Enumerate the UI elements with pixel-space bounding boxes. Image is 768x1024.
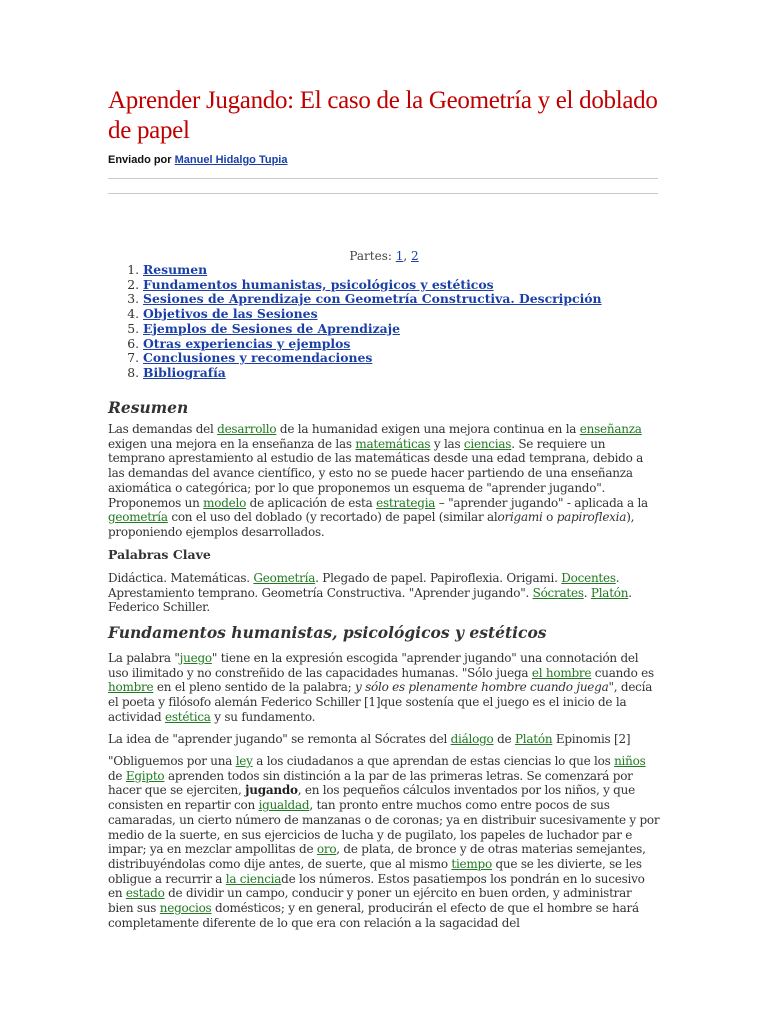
inline-link[interactable]: ley xyxy=(235,754,253,768)
toc-link-sesiones[interactable]: Sesiones de Aprendizaje con Geometría Constructiva. Descripción xyxy=(143,291,602,307)
paragraph-fundamentos-2: La idea de "aprender jugando" se remonta al Sócrates del diálogo de Platón Epinomis [2] xyxy=(108,732,631,746)
italic-text: origami xyxy=(497,510,543,525)
divider-bottom xyxy=(108,193,658,194)
toc-link-conclusiones[interactable]: Conclusiones y recomendaciones xyxy=(143,350,373,366)
toc-item xyxy=(143,307,602,322)
author-link[interactable]: Manuel Hidalgo Tupia xyxy=(174,154,288,166)
heading-fundamentos: Fundamentos humanistas, psicológicos y estéticos xyxy=(108,623,547,642)
inline-link[interactable]: negocios xyxy=(159,901,212,916)
inline-link[interactable]: modelo xyxy=(203,495,247,510)
inline-link[interactable]: Platón xyxy=(590,585,629,600)
part-link-1[interactable]: 1 xyxy=(395,249,404,263)
toc-link-ejemplos[interactable]: Ejemplos de Sesiones de Aprendizaje xyxy=(143,320,401,336)
inline-link[interactable]: matemáticas xyxy=(355,436,431,451)
toc-item xyxy=(143,366,602,381)
inline-link[interactable]: desarrollo xyxy=(217,422,277,436)
inline-link[interactable]: diálogo xyxy=(450,732,494,746)
paragraph-resumen: Las demandas del desarrollo de la humanidad exigen una mejora continua en la enseñanza exigen una mejora en la enseñanza de las matemáticas y las ciencias. Se requiere un temprano aprestamiento al estudio de las matemáticas desde una edad temprana, debido a las demandas del avance científico, y esto no se puede hacer partiendo de una enseñanza axiomática o categórica; por lo que proponemos un esquema de "aprender jugando". Proponemos un modelo de aplicación de esta estrategia – "aprender jugando" - aplicada a la geometría con el uso del doblado (y recortado) de papel (similar alorigami o papiroflexia), proponiendo ejemplos desarrollados. xyxy=(108,422,648,539)
inline-link[interactable]: la ciencia xyxy=(225,871,282,886)
paragraph-keywords: Didáctica. Matemáticas. Geometría. Plegado de papel. Papiroflexia. Origami. Docentes. Aprestamiento temprano. Geometría Constructiva. "Aprender jugando". Sócrates. Platón. Federico Schiller. xyxy=(108,571,632,615)
inline-link[interactable]: hombre xyxy=(108,680,154,695)
part-link-2[interactable]: 2 xyxy=(411,249,419,263)
inline-link[interactable]: Geometría xyxy=(253,571,316,585)
toc-link-resumen[interactable]: Resumen xyxy=(143,262,208,277)
toc-item xyxy=(143,351,602,366)
toc-item xyxy=(143,292,602,307)
toc-item xyxy=(143,278,602,293)
italic-text: y sólo es plenamente hombre cuando juega xyxy=(355,680,609,695)
heading-resumen: Resumen xyxy=(108,398,189,417)
parts-label: Partes: xyxy=(349,249,392,263)
inline-link[interactable]: estrategia xyxy=(376,495,436,510)
toc-item xyxy=(143,263,602,278)
divider-top xyxy=(108,178,658,179)
byline xyxy=(108,154,287,166)
toc-link-otras[interactable]: Otras experiencias y ejemplos xyxy=(143,335,351,351)
inline-link[interactable]: Sócrates xyxy=(532,585,584,600)
inline-link[interactable]: juego xyxy=(179,651,212,665)
bold-text: jugando xyxy=(245,783,298,798)
inline-link[interactable]: Docentes xyxy=(561,571,616,585)
byline-prefix: Enviado por xyxy=(108,154,172,166)
table-of-contents xyxy=(108,263,602,381)
paragraph-fundamentos-1: La palabra "juego" tiene en la expresión escogida "aprender jugando" una connotación del uso ilimitado y no constreñido de las capacidades humanas. "Sólo juega el hombre cuando es hombre en el pleno sentido de la palabra; y sólo es plenamente hombre cuando juega", decía el poeta y filósofo alemán Federico Schiller [1]que sostenía que el juego es el inicio de la actividad estética y su fundamento. xyxy=(108,651,654,724)
article-title: Aprender Jugando: El caso de la Geometría y el doblado de papel xyxy=(108,87,658,144)
toc-item xyxy=(143,322,602,337)
inline-link[interactable]: igualdad xyxy=(258,798,310,813)
inline-link[interactable]: el hombre xyxy=(531,665,592,680)
inline-link[interactable]: enseñanza xyxy=(579,422,642,436)
italic-text: papiroflexia xyxy=(556,510,627,525)
heading-palabras-clave: Palabras Clave xyxy=(108,547,211,562)
toc-link-objetivos[interactable]: Objetivos de las Sesiones xyxy=(143,306,318,322)
parts-nav: Partes: 1, 2 xyxy=(349,249,419,263)
toc-item xyxy=(143,337,602,352)
toc-link-bibliografia[interactable]: Bibliografía xyxy=(143,364,226,380)
inline-link[interactable]: Platón xyxy=(514,732,553,746)
inline-link[interactable]: estado xyxy=(125,886,165,901)
toc-link-fundamentos[interactable]: Fundamentos humanistas, psicológicos y estéticos xyxy=(143,276,494,292)
paragraph-fundamentos-3: "Obliguemos por una ley a los ciudadanos a que aprendan de estas ciencias lo que los niños de Egipto aprenden todos sin distinción a la par de las primeras letras. Se comenzará por hacer que se ejerciten, jugando, en los pequeños cálculos inventados por los niños, y que consisten en repartir con igualdad, tan pronto entre muchos como entre pocos de sus camaradas, un cierto número de manzanas o de coronas; ya en distribuir sucesivamente y por medio de la suerte, en sus ejercicios de lucha y de pugilato, los papeles de luchador par e impar; ya en mezclar ampollitas de oro, de plata, de bronce y de otras materias semejantes, distribuyéndolas como dije antes, de suerte, que al mismo tiempo que se les divierte, se les obligue a recurrir a la cienciade los números. Estos pasatiempos los pondrán en lo sucesivo en estado de dividir un campo, conducir y poner un ejército en buen orden, y administrar bien sus negocios domésticos; y en general, producirán el efecto de que el hombre se hará completamente diferente de lo que era con relación a la sagacidad del xyxy=(108,754,660,930)
inline-link[interactable]: Egipto xyxy=(125,768,165,783)
inline-link[interactable]: estética xyxy=(164,709,211,724)
inline-link[interactable]: niños xyxy=(614,754,646,768)
inline-link[interactable]: tiempo xyxy=(451,856,492,871)
inline-link[interactable]: geometría xyxy=(108,510,168,525)
inline-link[interactable]: oro xyxy=(316,842,337,857)
inline-link[interactable]: ciencias xyxy=(463,436,512,451)
